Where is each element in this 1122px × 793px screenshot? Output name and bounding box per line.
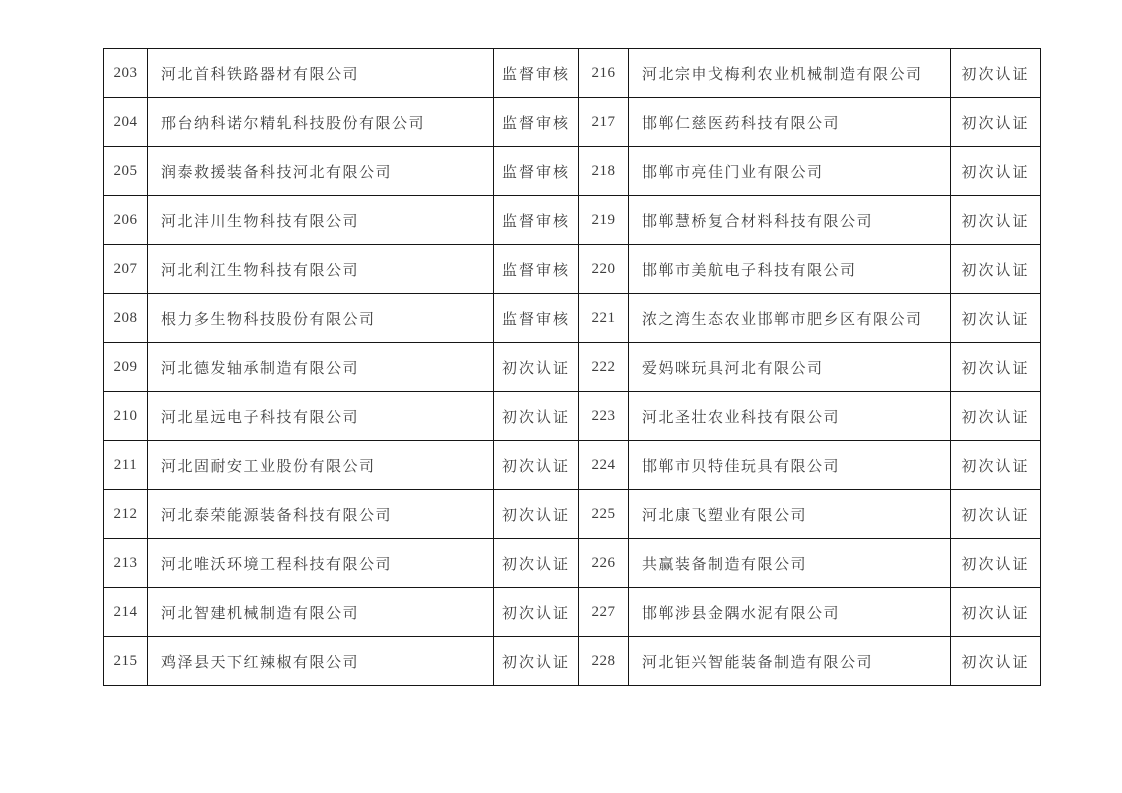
company-name-cell: 河北德发轴承制造有限公司 <box>148 343 494 392</box>
company-name-cell: 河北圣壮农业科技有限公司 <box>629 392 951 441</box>
row-number-cell: 218 <box>579 147 629 196</box>
row-number-cell: 216 <box>579 49 629 98</box>
company-name-cell: 爱妈咪玩具河北有限公司 <box>629 343 951 392</box>
table-row <box>104 98 1041 147</box>
status-cell: 初次认证 <box>951 343 1041 392</box>
certification-table-body <box>104 49 1041 686</box>
status-cell: 初次认证 <box>951 392 1041 441</box>
row-number-cell: 203 <box>104 49 148 98</box>
row-number-cell: 219 <box>579 196 629 245</box>
status-cell: 监督审核 <box>494 147 579 196</box>
company-name-cell: 河北智建机械制造有限公司 <box>148 588 494 637</box>
company-name-cell: 邯郸涉县金隅水泥有限公司 <box>629 588 951 637</box>
row-number-cell: 213 <box>104 539 148 588</box>
table-row <box>104 441 1041 490</box>
table-row <box>104 637 1041 686</box>
status-cell: 初次认证 <box>951 147 1041 196</box>
row-number-cell: 209 <box>104 343 148 392</box>
company-name-cell: 河北首科铁路器材有限公司 <box>148 49 494 98</box>
status-cell: 监督审核 <box>494 98 579 147</box>
status-cell: 初次认证 <box>494 392 579 441</box>
row-number-cell: 217 <box>579 98 629 147</box>
table-row <box>104 588 1041 637</box>
row-number-cell: 214 <box>104 588 148 637</box>
row-number-cell: 226 <box>579 539 629 588</box>
row-number-cell: 205 <box>104 147 148 196</box>
status-cell: 监督审核 <box>494 196 579 245</box>
company-name-cell: 河北沣川生物科技有限公司 <box>148 196 494 245</box>
status-cell: 初次认证 <box>494 588 579 637</box>
company-name-cell: 河北宗申戈梅利农业机械制造有限公司 <box>629 49 951 98</box>
table-row <box>104 49 1041 98</box>
status-cell: 初次认证 <box>951 98 1041 147</box>
status-cell: 初次认证 <box>494 539 579 588</box>
status-cell: 初次认证 <box>951 588 1041 637</box>
certification-table <box>103 48 1041 686</box>
status-cell: 初次认证 <box>951 490 1041 539</box>
row-number-cell: 228 <box>579 637 629 686</box>
row-number-cell: 206 <box>104 196 148 245</box>
company-name-cell: 邯郸市美航电子科技有限公司 <box>629 245 951 294</box>
table-row <box>104 343 1041 392</box>
company-name-cell: 邯郸仁慈医药科技有限公司 <box>629 98 951 147</box>
row-number-cell: 208 <box>104 294 148 343</box>
status-cell: 初次认证 <box>494 490 579 539</box>
company-name-cell: 根力多生物科技股份有限公司 <box>148 294 494 343</box>
table-row <box>104 392 1041 441</box>
status-cell: 初次认证 <box>494 441 579 490</box>
row-number-cell: 212 <box>104 490 148 539</box>
status-cell: 初次认证 <box>951 441 1041 490</box>
row-number-cell: 220 <box>579 245 629 294</box>
status-cell: 初次认证 <box>494 343 579 392</box>
status-cell: 初次认证 <box>951 637 1041 686</box>
company-name-cell: 浓之湾生态农业邯郸市肥乡区有限公司 <box>629 294 951 343</box>
company-name-cell: 邯郸慧桥复合材料科技有限公司 <box>629 196 951 245</box>
company-name-cell: 邯郸市贝特佳玩具有限公司 <box>629 441 951 490</box>
status-cell: 初次认证 <box>494 637 579 686</box>
row-number-cell: 223 <box>579 392 629 441</box>
row-number-cell: 221 <box>579 294 629 343</box>
status-cell: 监督审核 <box>494 294 579 343</box>
company-name-cell: 河北星远电子科技有限公司 <box>148 392 494 441</box>
table-row <box>104 539 1041 588</box>
company-name-cell: 河北泰荣能源装备科技有限公司 <box>148 490 494 539</box>
row-number-cell: 210 <box>104 392 148 441</box>
table-row <box>104 196 1041 245</box>
company-name-cell: 河北固耐安工业股份有限公司 <box>148 441 494 490</box>
status-cell: 初次认证 <box>951 294 1041 343</box>
row-number-cell: 204 <box>104 98 148 147</box>
company-name-cell: 河北康飞塑业有限公司 <box>629 490 951 539</box>
table-row <box>104 147 1041 196</box>
status-cell: 监督审核 <box>494 49 579 98</box>
company-name-cell: 邯郸市亮佳门业有限公司 <box>629 147 951 196</box>
row-number-cell: 207 <box>104 245 148 294</box>
row-number-cell: 215 <box>104 637 148 686</box>
row-number-cell: 225 <box>579 490 629 539</box>
company-name-cell: 河北利江生物科技有限公司 <box>148 245 494 294</box>
status-cell: 初次认证 <box>951 196 1041 245</box>
table-row <box>104 294 1041 343</box>
status-cell: 初次认证 <box>951 245 1041 294</box>
status-cell: 初次认证 <box>951 49 1041 98</box>
row-number-cell: 211 <box>104 441 148 490</box>
status-cell: 监督审核 <box>494 245 579 294</box>
table-row <box>104 245 1041 294</box>
row-number-cell: 224 <box>579 441 629 490</box>
company-name-cell: 河北钜兴智能装备制造有限公司 <box>629 637 951 686</box>
table-row <box>104 490 1041 539</box>
company-name-cell: 河北唯沃环境工程科技有限公司 <box>148 539 494 588</box>
row-number-cell: 227 <box>579 588 629 637</box>
company-name-cell: 邢台纳科诺尔精轧科技股份有限公司 <box>148 98 494 147</box>
company-name-cell: 鸡泽县天下红辣椒有限公司 <box>148 637 494 686</box>
row-number-cell: 222 <box>579 343 629 392</box>
company-name-cell: 润泰救援装备科技河北有限公司 <box>148 147 494 196</box>
company-name-cell: 共赢装备制造有限公司 <box>629 539 951 588</box>
status-cell: 初次认证 <box>951 539 1041 588</box>
